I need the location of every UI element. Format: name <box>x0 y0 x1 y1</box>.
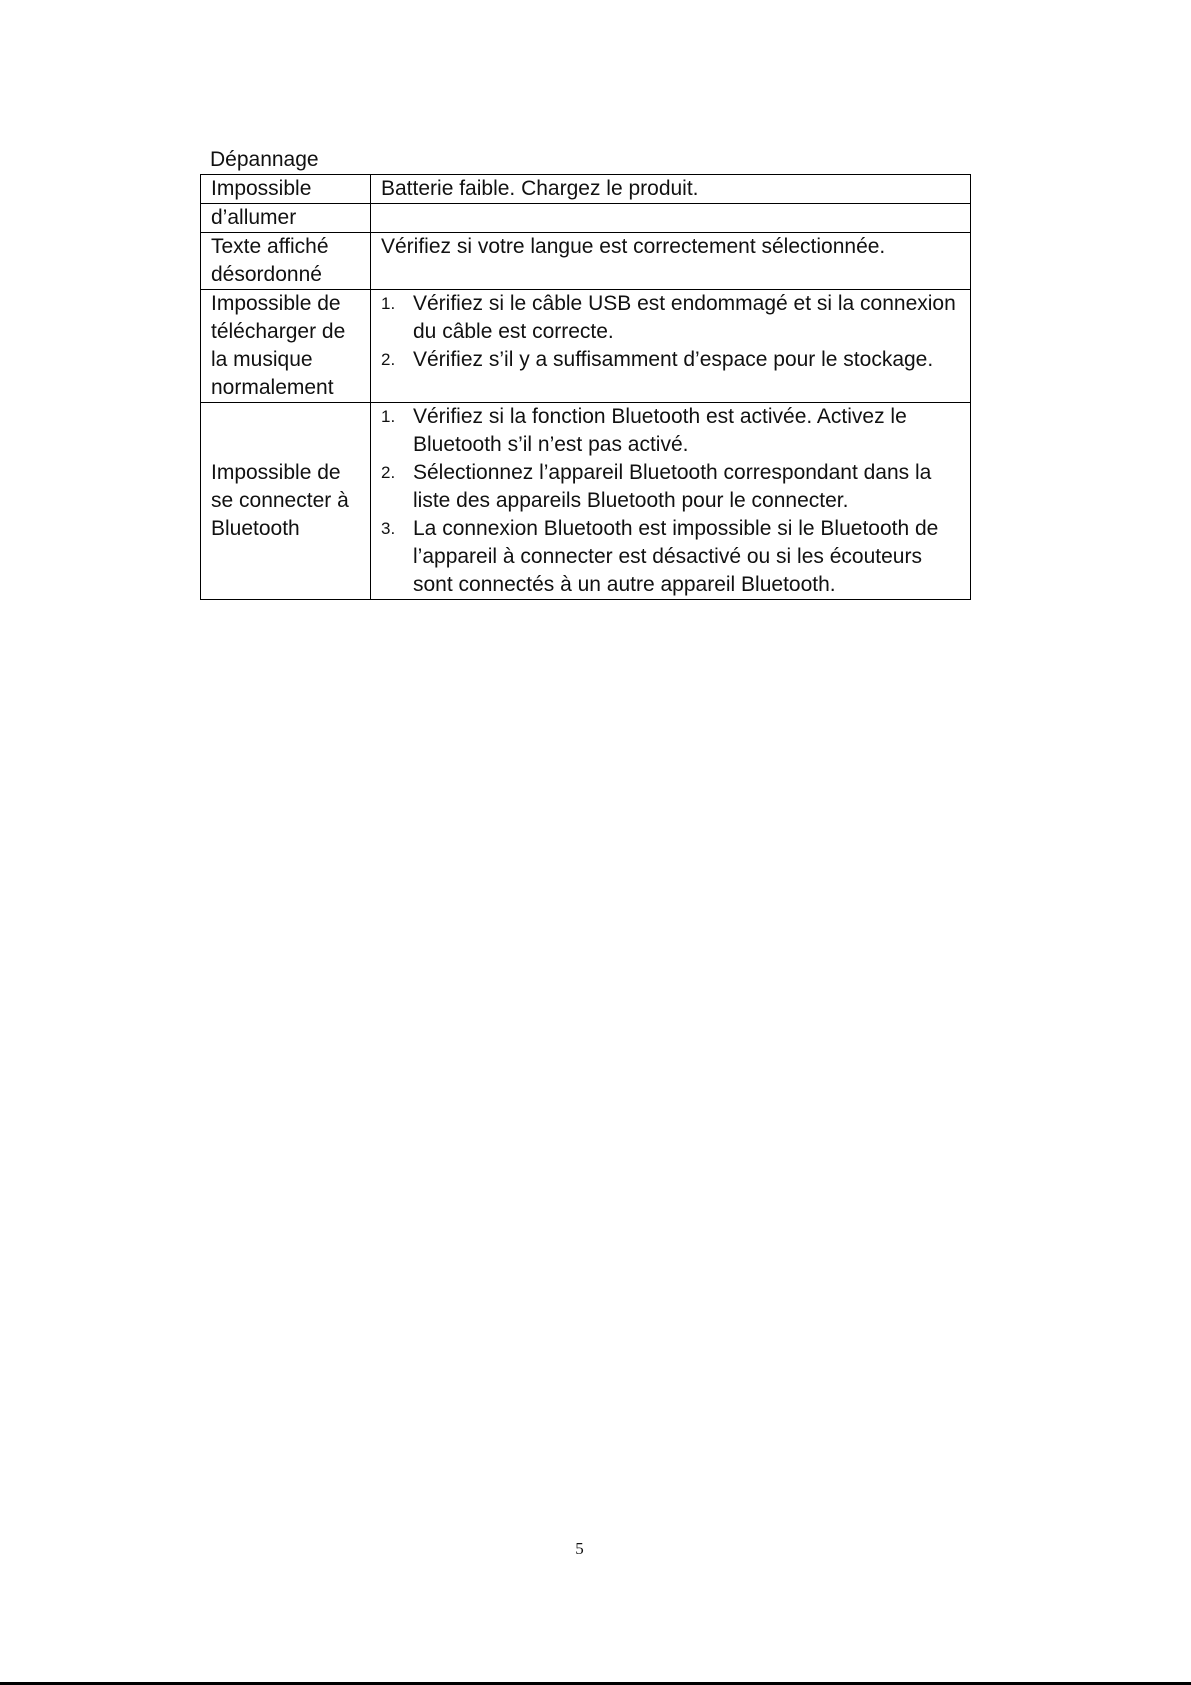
step-number: 1. <box>381 407 396 426</box>
solution-steps <box>381 290 960 374</box>
solution-steps <box>381 403 960 599</box>
solution-cell: Vérifiez si votre langue est correctement sélectionnée. <box>371 233 971 290</box>
step-text: Sélectionnez l’appareil Bluetooth correspondant dans la liste des appareils Bluetooth pour le connecter. <box>413 461 932 512</box>
solution-cell <box>371 290 971 403</box>
table-row <box>201 233 971 290</box>
solution-cell: Batterie faible. Chargez le produit. <box>371 175 971 204</box>
issue-cell: Impossible <box>201 175 371 204</box>
step-text: Vérifiez s’il y a suffisamment d’espace pour le stockage. <box>413 348 934 371</box>
troubleshooting-table <box>200 174 971 600</box>
list-item <box>381 290 960 346</box>
issue-cell: Impossible de télécharger de la musique normalement <box>201 290 371 403</box>
issue-cell: d’allumer <box>201 204 371 233</box>
step-number: 2. <box>381 463 396 482</box>
issue-cell: Texte affiché désordonné <box>201 233 371 290</box>
step-number: 3. <box>381 519 396 538</box>
step-text: La connexion Bluetooth est impossible si le Bluetooth de l’appareil à connecter est désactivé ou si les écouteurs sont connectés à un autre appareil Bluetooth. <box>413 517 939 596</box>
step-text: Vérifiez si le câble USB est endommagé et si la connexion du câble est correcte. <box>413 292 956 343</box>
issue-cell: Impossible de se connecter à Bluetooth <box>201 403 371 600</box>
table-row <box>201 403 971 600</box>
table-row <box>201 204 971 233</box>
step-number: 2. <box>381 350 396 369</box>
section-title: Dépannage <box>210 148 319 171</box>
table-row <box>201 290 971 403</box>
table-row <box>201 175 971 204</box>
solution-cell <box>371 204 971 233</box>
list-item <box>381 346 960 374</box>
list-item <box>381 459 960 515</box>
page-number: 5 <box>575 1539 584 1558</box>
step-text: Vérifiez si la fonction Bluetooth est activée. Activez le Bluetooth s’il n’est pas activé. <box>413 405 907 456</box>
solution-cell <box>371 403 971 600</box>
list-item <box>381 403 960 459</box>
step-number: 1. <box>381 294 396 313</box>
list-item <box>381 515 960 599</box>
